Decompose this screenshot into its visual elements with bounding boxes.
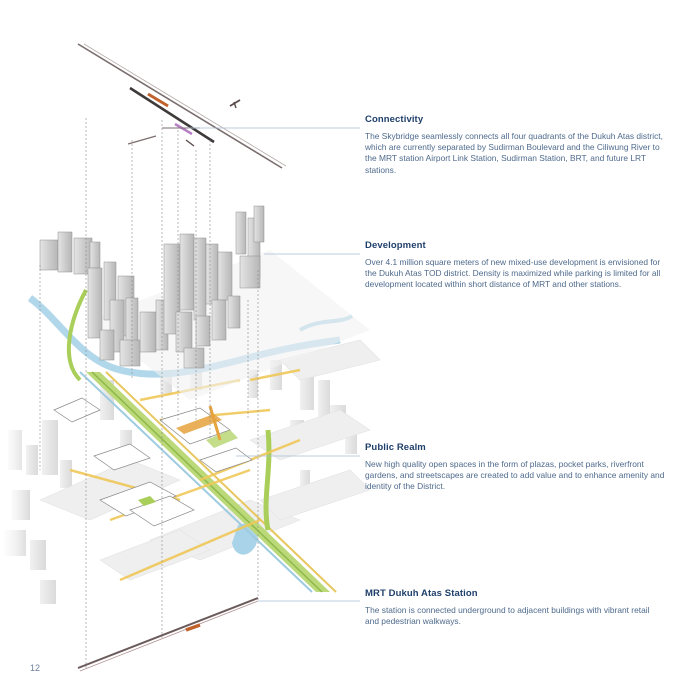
skybridge-layer [78, 44, 286, 168]
rail-line [78, 44, 282, 168]
callout-public-realm [365, 442, 665, 493]
tower-cluster-central [88, 262, 168, 366]
callout-heading: Public Realm [365, 442, 426, 453]
callout-heading: Development [365, 240, 426, 251]
callout-body: New high quality open spaces in the form of plazas, pocket parks, riverfront gardens, and streetscapes are created to add value and to enhance amenity and identity of the District. [365, 459, 665, 492]
callout-connectivity [365, 114, 665, 176]
projection-lines [40, 118, 258, 668]
tower-cluster-north [236, 206, 264, 288]
callout-body: Over 4.1 million square meters of new mixed-use development is envisioned for the Dukuh Atas TOD district. Density is maximized while parking is limited for all development located within short distance of MRT and other stations. [365, 257, 661, 290]
callout-body: The station is connected underground to adjacent buildings with vibrant retail and pedestrian walkways. [365, 605, 650, 627]
callout-heading: MRT Dukuh Atas Station [365, 588, 478, 599]
riverfront-park [69, 290, 86, 380]
page-number: 12 [30, 663, 41, 673]
callout-development [365, 240, 665, 291]
callout-body: The Skybridge seamlessly connects all four quadrants of the Dukuh Atas district, which are currently separated by Sudirman Boulevard and the Ciliwung River to the MRT station Airport Link Station, Sudirman Station, BRT, and future LRT stations. [365, 131, 663, 175]
callout-mrt-station [365, 588, 665, 627]
mrt-station-layer [78, 598, 258, 671]
callout-heading: Connectivity [365, 114, 424, 125]
tower-cluster-west [40, 232, 100, 274]
